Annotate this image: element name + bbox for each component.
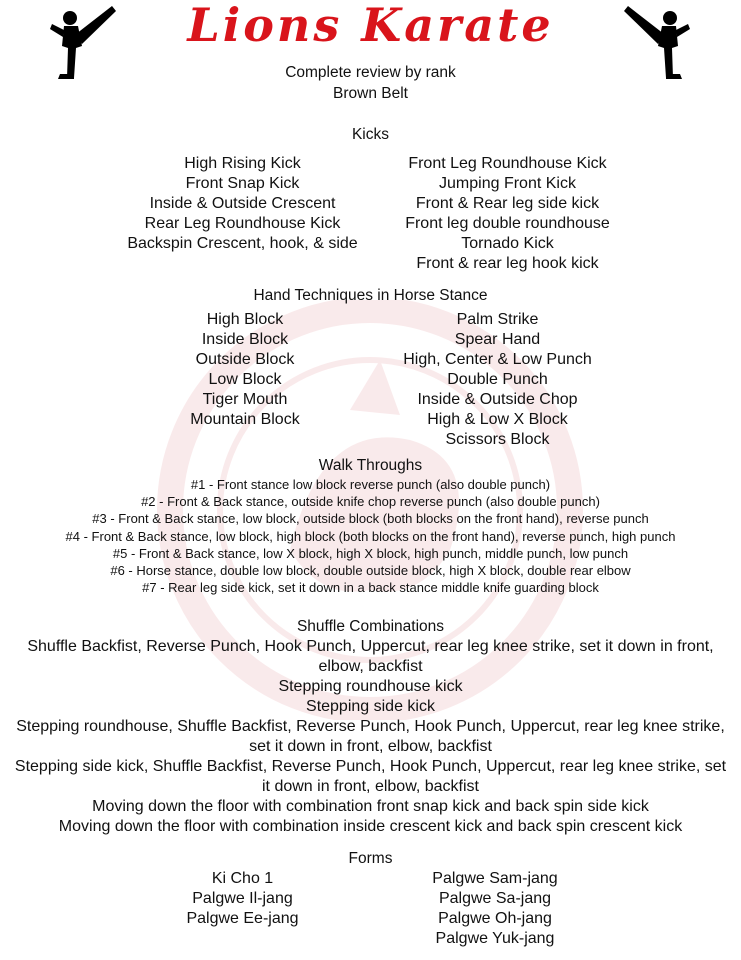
list-item: Tiger Mouth (202, 391, 288, 408)
list-item: Moving down the floor with combination inside crescent kick and back spin crescent kick (58, 818, 683, 835)
list-item: Palgwe Il-jang (192, 890, 293, 907)
list-item: Palgwe Ee-jang (186, 910, 299, 927)
list-item: Palgwe Oh-jang (438, 910, 552, 927)
list-item: Front & Rear leg side kick (415, 195, 600, 212)
list-item: Outside Block (195, 351, 295, 368)
list-item: High Block (206, 311, 284, 328)
list-item: #6 - Horse stance, double low block, double outside block, high X block, double rear elbow (110, 563, 631, 579)
list-item: Double Punch (447, 371, 548, 388)
list-item: Scissors Block (445, 431, 550, 448)
list-item: Mountain Block (190, 411, 300, 428)
list-item: #1 - Front stance low block reverse punch (also double punch) (190, 477, 551, 492)
list-item: High & Low X Block (427, 411, 568, 428)
list-item: Tornado Kick (461, 235, 554, 252)
list-item: Rear Leg Roundhouse Kick (144, 215, 341, 232)
list-item: Front Leg Roundhouse Kick (408, 155, 607, 172)
list-item: Palm Strike (456, 311, 539, 328)
list-item: #4 - Front & Back stance, low block, high block (both blocks on the front hand), reverse punch, high punch (65, 528, 676, 544)
kicks-heading: Kicks (351, 126, 390, 143)
hand-techniques-heading: Hand Techniques in Horse Stance (253, 287, 488, 304)
shuffle-list (14, 637, 727, 837)
list-item: Inside & Outside Crescent (149, 195, 336, 212)
subtitle: Complete review by rank (285, 64, 456, 81)
list-item: Stepping roundhouse kick (278, 678, 463, 695)
list-item: High Rising Kick (184, 155, 301, 172)
list-item: #2 - Front & Back stance, outside knife chop reverse punch (also double punch) (141, 494, 600, 510)
rank-label: Brown Belt (333, 85, 408, 102)
list-item: Stepping side kick, Shuffle Backfist, Reverse Punch, Hook Punch, Uppercut, rear leg knee strike, set it down in front, elbow, backfist (14, 758, 727, 795)
list-item: Inside & Outside Chop (417, 391, 578, 408)
list-item: Inside Block (201, 331, 289, 348)
list-item: Shuffle Backfist, Reverse Punch, Hook Punch, Uppercut, rear leg knee strike, set it down in front, elbow, backfist (27, 638, 714, 675)
kicks-right-column (385, 154, 630, 274)
list-item: #3 - Front & Back stance, low block, outside block (both blocks on the front hand), reverse punch (92, 511, 649, 527)
forms-left-column (160, 869, 325, 929)
list-item: Low Block (208, 371, 282, 388)
list-item: Palgwe Yuk-jang (435, 930, 555, 947)
list-item: Front leg double roundhouse (405, 215, 610, 232)
shuffle-heading: Shuffle Combinations (296, 618, 445, 635)
walk-throughs-heading: Walk Throughs (318, 457, 423, 474)
forms-heading: Forms (348, 850, 393, 867)
list-item: Front & rear leg hook kick (416, 255, 599, 272)
list-item: Stepping side kick (306, 698, 435, 715)
forms-right-column (410, 869, 580, 949)
hand-techniques-right-column (385, 310, 610, 450)
list-item: Palgwe Sa-jang (438, 890, 552, 907)
list-item: Moving down the floor with combination front snap kick and back spin side kick (92, 798, 649, 815)
kicks-left-column (110, 154, 375, 254)
list-item: Jumping Front Kick (439, 175, 576, 192)
list-item: Stepping roundhouse, Shuffle Backfist, Reverse Punch, Hook Punch, Uppercut, rear leg knee strike, set it down in front, elbow, backfist (16, 718, 725, 755)
list-item: Spear Hand (454, 331, 541, 348)
hand-techniques-left-column (150, 310, 340, 430)
page-title: Lions Karate (187, 0, 554, 52)
list-item: #7 - Rear leg side kick, set it down in a back stance middle knife guarding block (142, 580, 599, 596)
list-item: Front Snap Kick (185, 175, 300, 192)
list-item: Backspin Crescent, hook, & side (127, 235, 358, 252)
walk-throughs-list (0, 476, 741, 596)
list-item: Palgwe Sam-jang (432, 870, 558, 887)
list-item: High, Center & Low Punch (403, 351, 592, 368)
list-item: #5 - Front & Back stance, low X block, high X block, high punch, middle punch, low punch (112, 545, 629, 561)
list-item: Ki Cho 1 (211, 870, 274, 887)
